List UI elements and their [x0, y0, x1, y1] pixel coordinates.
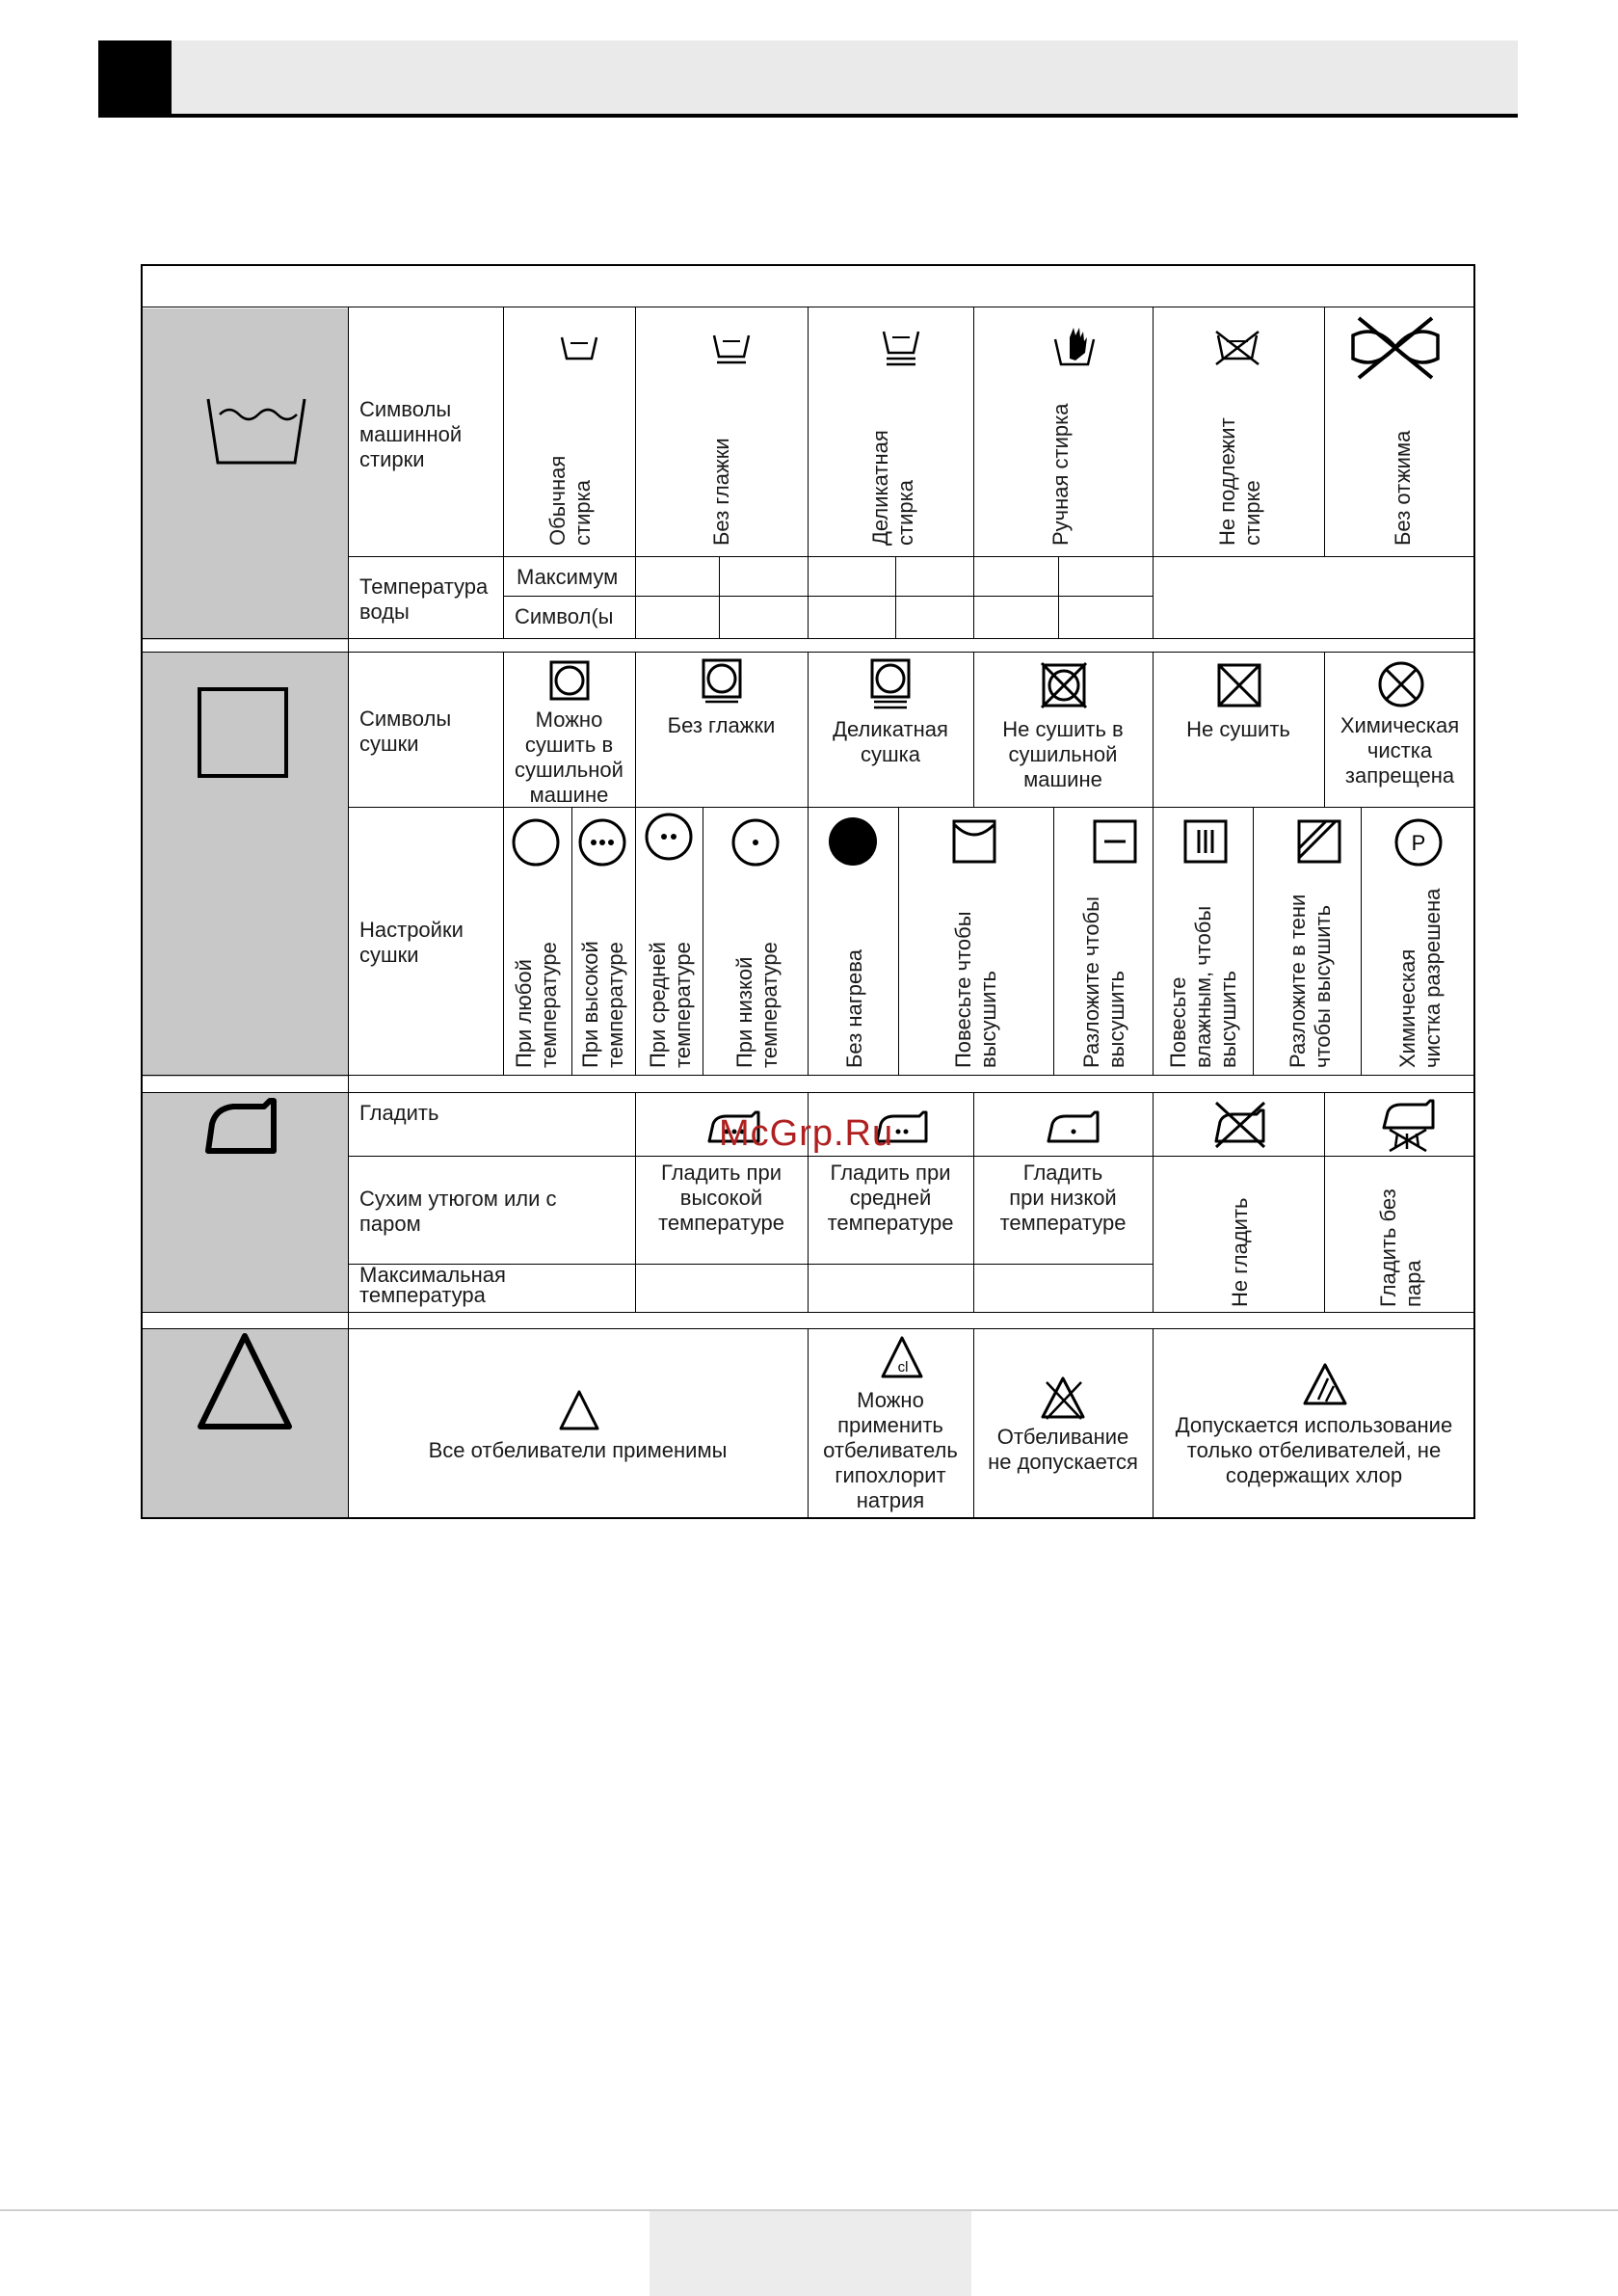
max-temperature-label: Максимальная температура	[359, 1263, 506, 1307]
wash-normal-icon	[559, 334, 599, 362]
any-bleach-icon	[557, 1388, 601, 1432]
wash-delicate-label: Деликатная стирка	[868, 430, 917, 546]
do-not-dry-clean-label: Химическая чистка запрещена	[1339, 713, 1460, 788]
rule	[1153, 1092, 1154, 1312]
symbol-label: Символ(ы	[515, 604, 614, 628]
steam-label: Сухим утюгом или с паром	[359, 1187, 557, 1236]
rule	[1324, 1092, 1325, 1312]
iron-high-label: Гладить при высокой температуре	[658, 1161, 784, 1235]
rule	[141, 1075, 1475, 1076]
tumble-dry-delicate-label: Деликатная сушка	[833, 717, 948, 766]
tumble-dry-label: Можно сушить в сушильной машине	[515, 707, 623, 807]
chlorine-bleach-icon	[879, 1334, 925, 1380]
wash-row-label: Символы машинной стирки	[359, 397, 463, 471]
iron-low-icon	[1045, 1108, 1102, 1145]
rule	[808, 652, 809, 1075]
dry-in-shade-icon	[1297, 819, 1341, 864]
chlorine-bleach-label: Можно применить отбеливатель гипохлорит натрия	[823, 1388, 958, 1512]
rule	[348, 556, 1475, 557]
do-not-bleach-icon	[1039, 1375, 1087, 1421]
rule	[348, 307, 349, 1517]
rule	[898, 807, 899, 1075]
line-dry-icon	[952, 819, 996, 864]
rule	[503, 596, 1153, 597]
dry-flat-icon	[1093, 819, 1137, 864]
drying-category-icon	[197, 686, 289, 779]
low-heat-label: При низкой температуре	[732, 942, 782, 1068]
do-not-wring-icon	[1347, 314, 1444, 382]
rule	[1153, 652, 1154, 1075]
do-not-iron-label: Не гладить	[1228, 1197, 1252, 1307]
wash-normal-label: Обычная стирка	[545, 455, 595, 546]
iron-no-steam-label: Гладить без пара	[1376, 1188, 1425, 1307]
do-not-tumble-dry-icon	[1040, 661, 1088, 709]
any-heat-icon	[511, 817, 561, 868]
rule	[973, 1328, 974, 1517]
iron-low-label: Гладить при низкой температуре	[999, 1161, 1127, 1235]
do-not-dry-clean-icon	[1376, 659, 1426, 709]
rule	[1253, 807, 1254, 1075]
rule	[973, 307, 974, 638]
iron-medium-label: Гладить при средней температуре	[827, 1161, 954, 1235]
drip-dry-icon	[1183, 819, 1228, 864]
rule	[1361, 807, 1362, 1075]
high-heat-icon	[577, 817, 627, 868]
rule	[141, 1312, 1475, 1313]
any-heat-label: При любой температуре	[512, 942, 561, 1068]
rule	[348, 1156, 1475, 1157]
tumble-dry-permanent-press-label: Без глажки	[667, 713, 776, 737]
do-not-dry-label: Не сушить	[1186, 717, 1290, 741]
dry-clean-p-icon	[1393, 817, 1444, 868]
no-heat-icon	[827, 815, 879, 868]
wash-permanent-press-icon	[711, 332, 752, 366]
dry-flat-label: Разложите чтобы высушить	[1079, 896, 1128, 1068]
medium-heat-label: При средней температуре	[646, 942, 695, 1068]
do-not-wash-label: Не подлежит стирке	[1215, 417, 1264, 546]
rule	[503, 307, 504, 638]
rule	[1058, 556, 1059, 638]
footer-page-box	[650, 2211, 971, 2296]
do-not-tumble-dry-label: Не сушить в сушильной машине	[1002, 717, 1124, 791]
svg-text:cl: cl	[897, 1359, 909, 1375]
non-chlorine-bleach-icon	[1301, 1361, 1349, 1407]
header-rule	[98, 114, 1518, 118]
rule	[141, 638, 1475, 639]
header-bar	[98, 40, 1518, 114]
max-label: Максимум	[517, 565, 619, 589]
non-chlorine-bleach-label: Допускается использование только отбеливателей, не содержащих хлор	[1175, 1413, 1453, 1487]
svg-text:P: P	[1411, 831, 1426, 855]
rule	[635, 307, 636, 638]
rule	[1153, 307, 1154, 638]
dry-row-label: Символы сушки	[359, 707, 452, 756]
iron-no-steam-icon	[1378, 1097, 1440, 1153]
tumble-dry-permanent-press-icon	[702, 658, 742, 705]
water-temperature-label: Температура воды	[359, 574, 489, 624]
wash-permanent-press-label: Без глажки	[709, 438, 733, 546]
line-dry-label: Повесьте чтобы высушить	[951, 911, 1000, 1068]
low-heat-icon	[730, 817, 781, 868]
wash-delicate-icon	[881, 328, 921, 368]
any-bleach-label: Все отбеливатели применимы	[428, 1438, 728, 1462]
tumble-dry-icon	[549, 660, 590, 701]
hand-wash-label: Ручная стирка	[1048, 403, 1073, 546]
do-not-bleach-label: Отбеливание не допускается	[988, 1425, 1138, 1474]
washing-category-icon	[204, 393, 310, 466]
rule	[1324, 307, 1325, 556]
rule	[719, 556, 720, 638]
dry-settings-label: Настройки сушки	[359, 918, 464, 967]
high-heat-label: При высокой температуре	[578, 941, 627, 1068]
dry-in-shade-label: Разложите в тени чтобы высушить	[1286, 894, 1335, 1068]
rule	[895, 556, 896, 638]
do-not-iron-icon	[1210, 1099, 1268, 1149]
iron-row-label: Гладить	[359, 1101, 439, 1125]
rule	[1053, 807, 1054, 1075]
bleaching-category-icon	[195, 1328, 295, 1434]
ironing-category-icon	[204, 1095, 285, 1155]
no-heat-label: Без нагрева	[842, 949, 866, 1068]
do-not-dry-icon	[1215, 661, 1263, 709]
do-not-wring-label: Без отжима	[1391, 430, 1415, 546]
drip-dry-label: Повесьте влажным, чтобы высушить	[1166, 905, 1240, 1068]
rule	[571, 807, 572, 1075]
tumble-dry-delicate-icon	[870, 658, 911, 710]
header-block	[98, 40, 172, 114]
dry-clean-allowed-label: Химическая чистка разрешена	[1395, 888, 1445, 1068]
do-not-wash-icon	[1212, 330, 1262, 366]
medium-heat-icon	[644, 812, 694, 862]
hand-wash-icon	[1052, 324, 1097, 368]
watermark: McGrp.Ru	[719, 1113, 894, 1154]
rule	[808, 307, 809, 638]
